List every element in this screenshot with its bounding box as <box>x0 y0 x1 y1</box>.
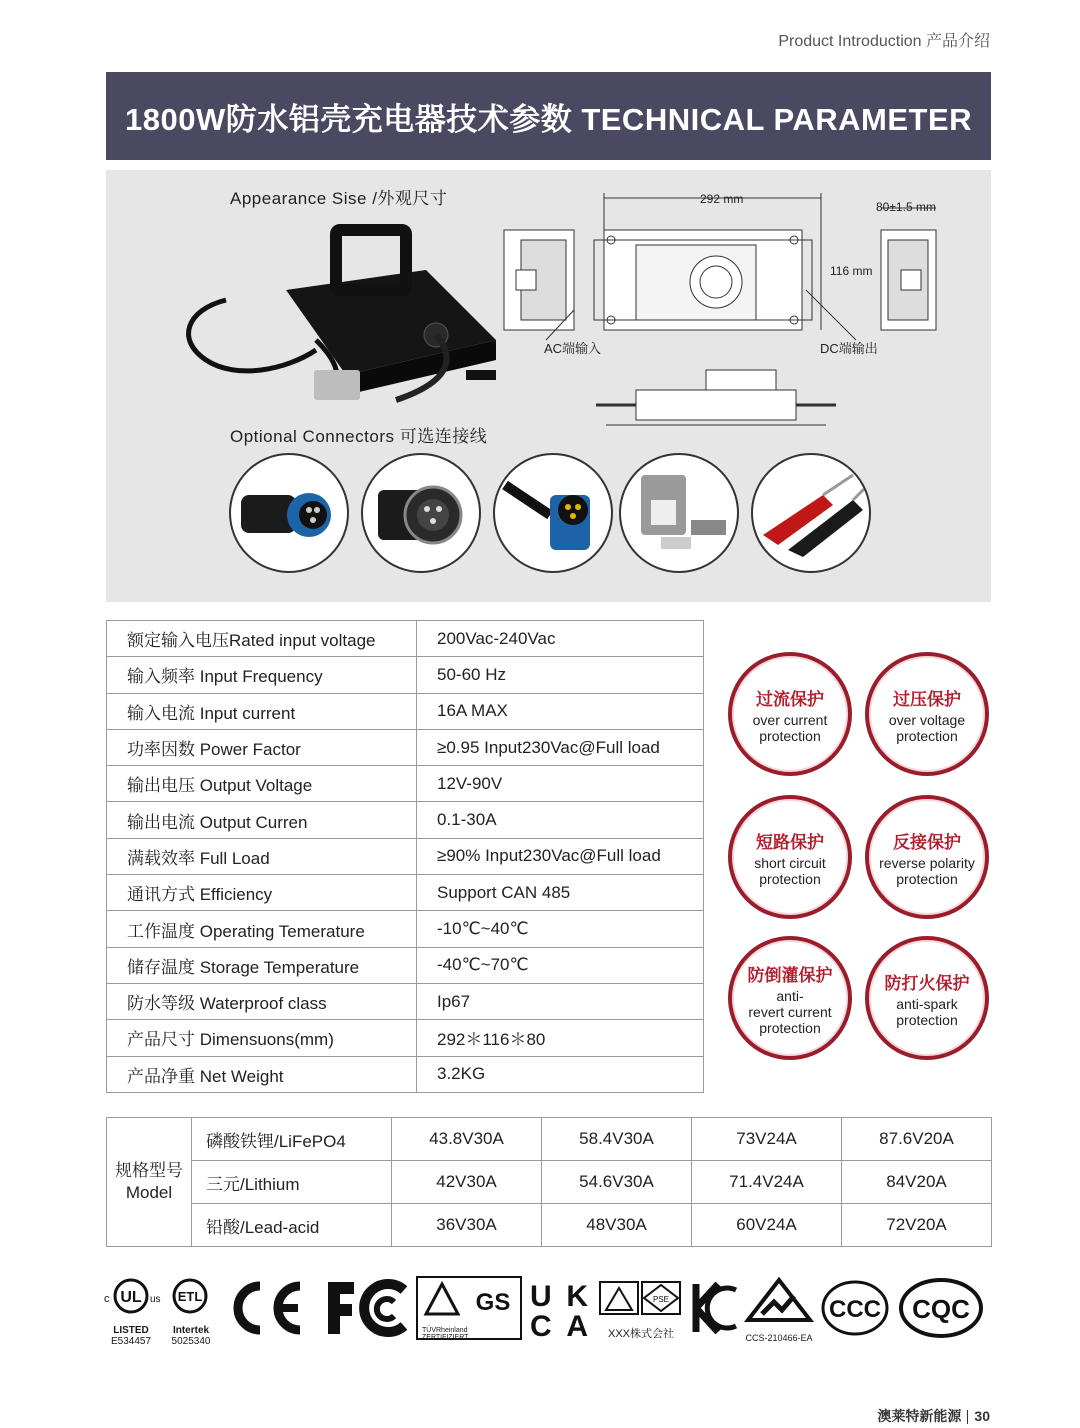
model-value: 54.6V30A <box>542 1161 692 1204</box>
ac-input-label: AC端输入 <box>544 341 602 356</box>
table-row <box>107 1161 992 1204</box>
svg-text:UK: UK <box>530 1280 588 1313</box>
model-value: 73V24A <box>692 1118 842 1161</box>
connector-round-icon <box>231 455 349 573</box>
badge-text: reverse polarity <box>879 854 975 871</box>
table-row <box>107 802 704 838</box>
badge-text: protection <box>759 727 821 744</box>
badge-title: 过压保护 <box>893 689 961 709</box>
spec-value: Support CAN 485 <box>417 875 704 911</box>
badge-text: protection <box>896 727 958 744</box>
connector-option-5 <box>751 453 871 573</box>
connectors-label: Optional Connectors 可选连接线 <box>230 427 488 446</box>
etl-mark-icon <box>166 1276 216 1347</box>
dimension-length: 292 mm <box>700 192 744 206</box>
model-value: 42V30A <box>392 1161 542 1204</box>
pse-mark-icon <box>598 1276 684 1341</box>
spec-value: 16A MAX <box>417 693 704 729</box>
ul-listed: LISTED <box>113 1325 149 1336</box>
badge-text: protection <box>759 870 821 887</box>
spec-value: 12V-90V <box>417 766 704 802</box>
connector-option-2 <box>361 453 481 573</box>
battery-type: 三元/Lithium <box>192 1161 392 1204</box>
spec-value: 292＊116＊80 <box>417 1020 704 1056</box>
badge-text: anti-spark <box>896 995 958 1012</box>
badge-short-circuit <box>728 795 852 919</box>
badge-anti-revert <box>728 936 852 1060</box>
badge-over-current <box>728 652 852 776</box>
badge-reverse-polarity <box>865 795 989 919</box>
spec-key: 功率因数 Power Factor <box>107 729 417 765</box>
etl-number: 5025340 <box>171 1336 211 1347</box>
section-label: Product Introduction 产品介绍 <box>778 33 990 50</box>
badge-anti-spark <box>865 936 989 1060</box>
dc-output-label: DC端输出 <box>820 341 878 356</box>
spec-value: -40℃~70℃ <box>417 947 704 983</box>
svg-text:UL: UL <box>120 1289 142 1306</box>
ul-number: E534457 <box>110 1336 152 1347</box>
badge-text: anti- <box>776 987 804 1004</box>
model-table <box>106 1117 992 1247</box>
ce-mark-icon <box>224 1276 306 1345</box>
table-row <box>107 657 704 693</box>
page-footer <box>877 1406 990 1426</box>
model-value: 84V20A <box>842 1161 992 1204</box>
dimension-height: 80±1.5 mm <box>876 200 936 214</box>
tuv-text: TÜVRheinland <box>422 1327 468 1334</box>
badge-title: 防打火保护 <box>884 973 970 993</box>
svg-text:ETL: ETL <box>177 1289 203 1304</box>
badge-text: short circuit <box>754 854 826 871</box>
page-title-text: 1800W防水铝壳充电器技术参数 TECHNICAL PARAMETER <box>124 101 973 137</box>
spec-key: 储存温度 Storage Temperature <box>107 947 417 983</box>
spec-value: 50-60 Hz <box>417 657 704 693</box>
table-row <box>107 693 704 729</box>
table-row <box>107 1118 992 1161</box>
model-value: 60V24A <box>692 1204 842 1247</box>
table-row <box>107 838 704 874</box>
battery-type: 磷酸铁锂/LiFePO4 <box>192 1118 392 1161</box>
badge-text: protection <box>896 870 958 887</box>
spec-value: ≥90% Input230Vac@Full load <box>417 838 704 874</box>
company-name: 澳莱特新能源 <box>877 1408 962 1424</box>
spec-key: 输入频率 Input Frequency <box>107 657 417 693</box>
spec-key: 防水等级 Waterproof class <box>107 983 417 1019</box>
badge-text: protection <box>759 1019 821 1036</box>
table-row <box>107 621 704 657</box>
badge-text: over voltage <box>888 711 966 728</box>
model-value: 58.4V30A <box>542 1118 692 1161</box>
spec-value: 200Vac-240Vac <box>417 621 704 657</box>
ukca-mark-icon <box>528 1276 590 1345</box>
tuv-cert: ZERTIFIZIERT <box>422 1334 469 1341</box>
spec-value: 0.1-30A <box>417 802 704 838</box>
model-header-en: Model <box>125 1183 173 1202</box>
table-row <box>107 729 704 765</box>
alligator-clip-icon <box>753 455 871 573</box>
model-value: 48V30A <box>542 1204 692 1247</box>
model-value: 72V20A <box>842 1204 992 1247</box>
spec-key: 工作温度 Operating Temerature <box>107 911 417 947</box>
badge-text: over current <box>752 711 828 728</box>
spec-key: 满载效率 Full Load <box>107 838 417 874</box>
table-row <box>107 911 704 947</box>
charger-photo <box>166 210 506 410</box>
footer-divider <box>967 1410 968 1424</box>
table-row <box>107 1020 704 1056</box>
model-value: 43.8V30A <box>392 1118 542 1161</box>
svg-text:us: us <box>150 1294 161 1305</box>
badge-title: 短路保护 <box>756 832 824 852</box>
connector-option-1 <box>229 453 349 573</box>
svg-text:CCC: CCC <box>829 1296 881 1323</box>
model-value: 71.4V24A <box>692 1161 842 1204</box>
table-row <box>107 875 704 911</box>
spec-key: 额定输入电压Rated input voltage <box>107 621 417 657</box>
svg-text:c: c <box>104 1293 110 1305</box>
fcc-mark-icon <box>324 1276 410 1345</box>
product-figure <box>106 170 991 602</box>
certification-logos <box>100 1276 992 1346</box>
table-row <box>107 1056 704 1092</box>
connector-anderson-icon <box>621 455 739 573</box>
connector-panel-icon <box>363 455 481 573</box>
spec-key: 输出电流 Output Curren <box>107 802 417 838</box>
spec-table <box>106 620 704 1093</box>
spec-value: ≥0.95 Input230Vac@Full load <box>417 729 704 765</box>
tuv-gs-mark-icon <box>416 1276 522 1340</box>
spec-key: 输出电压 Output Voltage <box>107 766 417 802</box>
kc-mark-icon <box>692 1276 738 1345</box>
spec-key: 产品尺寸 Dimensuons(mm) <box>107 1020 417 1056</box>
spec-value: Ip67 <box>417 983 704 1019</box>
badge-title: 反接保护 <box>893 832 961 852</box>
page-title <box>106 72 991 160</box>
model-header-cn: 规格型号 <box>115 1161 183 1180</box>
dimension-width: 116 mm <box>830 264 873 278</box>
svg-text:CQC: CQC <box>912 1294 970 1324</box>
ul-mark-icon <box>100 1276 162 1347</box>
spec-value: -10℃~40℃ <box>417 911 704 947</box>
connector-option-4 <box>619 453 739 573</box>
table-row <box>107 983 704 1019</box>
model-value: 87.6V20A <box>842 1118 992 1161</box>
page-number: 30 <box>974 1408 990 1424</box>
badge-over-voltage <box>865 652 989 776</box>
connector-angled-icon <box>495 455 613 573</box>
connector-option-3 <box>493 453 613 573</box>
spec-key: 输入电流 Input current <box>107 693 417 729</box>
model-value: 36V30A <box>392 1204 542 1247</box>
svg-text:CA: CA <box>530 1310 588 1340</box>
rcm-code: CCS-210466-EA <box>745 1333 813 1343</box>
table-row <box>107 1204 992 1247</box>
appearance-label: Appearance Sise /外观尺寸 <box>230 189 448 208</box>
badge-title: 防倒灌保护 <box>747 965 833 985</box>
spec-value: 3.2KG <box>417 1056 704 1092</box>
model-header <box>107 1118 192 1247</box>
spec-key: 产品净重 Net Weight <box>107 1056 417 1092</box>
table-row <box>107 947 704 983</box>
badge-text: protection <box>896 1011 958 1028</box>
rcm-mark-icon <box>742 1276 816 1343</box>
badge-text: revert current <box>748 1003 832 1020</box>
etl-intertek: Intertek <box>172 1325 210 1336</box>
svg-text:PSE: PSE <box>652 1295 670 1304</box>
table-row <box>107 766 704 802</box>
spec-key: 通讯方式 Efficiency <box>107 875 417 911</box>
svg-text:GS: GS <box>475 1289 511 1316</box>
pse-company: XXX株式会社 <box>607 1328 674 1340</box>
dimension-drawing <box>496 190 986 440</box>
badge-title: 过流保护 <box>756 689 824 709</box>
battery-type: 铅酸/Lead-acid <box>192 1204 392 1247</box>
ccc-mark-icon <box>820 1276 890 1345</box>
cqc-mark-icon <box>898 1276 984 1345</box>
